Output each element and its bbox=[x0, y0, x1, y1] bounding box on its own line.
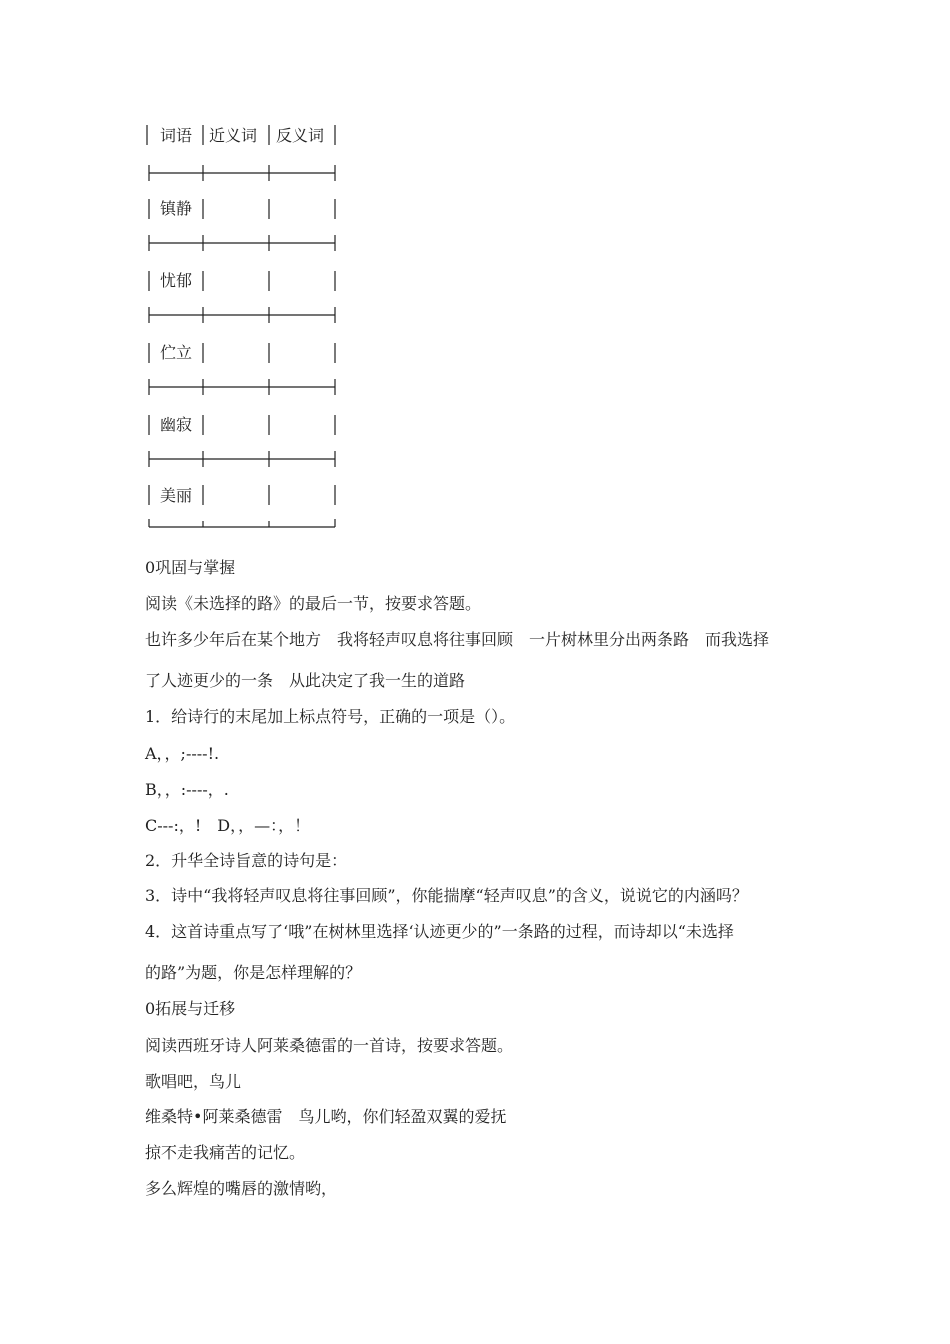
table-row-word: 伫立 bbox=[160, 343, 193, 362]
poem-line: 也许多少年后在某个地方 我将轻声叹息将往事回顾 一片树林里分出两条路 而我选择 bbox=[145, 630, 770, 649]
table-row-word: 幽寂 bbox=[160, 415, 193, 434]
reading-intro: 阅读西班牙诗人阿莱桑德雷的一首诗，按要求答题。 bbox=[145, 1036, 514, 1055]
table-row-word: 镇静 bbox=[160, 199, 193, 218]
table-header-synonym: 近义词 bbox=[209, 126, 258, 145]
question-1: 1．给诗行的末尾加上标点符号，正确的一项是（）。 bbox=[145, 707, 516, 726]
question-4-cont: 的路”为题，你是怎样理解的？ bbox=[145, 963, 362, 982]
section-title-consolidate: 0巩固与掌握 bbox=[145, 558, 236, 577]
table-row-word: 忧郁 bbox=[160, 271, 193, 290]
poem-line: 多么辉煌的嘴唇的激情哟， bbox=[145, 1179, 338, 1198]
section-title-extend: 0拓展与迁移 bbox=[145, 999, 236, 1018]
table-header-antonym: 反义词 bbox=[276, 126, 325, 145]
option-a: A，，;----!. bbox=[145, 744, 220, 763]
question-4: 4．这首诗重点写了‘哦”在树林里选择‘认迹更少的”一条路的过程，而诗却以“未选择 bbox=[145, 922, 734, 941]
poem-title: 歌唱吧，鸟儿 bbox=[145, 1072, 242, 1091]
table-header-word: 词语 bbox=[160, 126, 193, 145]
option-b: B，，:----，. bbox=[145, 780, 229, 799]
poem-line: 了人迹更少的一条 从此决定了我一生的道路 bbox=[145, 671, 466, 690]
question-2: 2．升华全诗旨意的诗句是： bbox=[145, 851, 348, 870]
poem-line: 掠不走我痛苦的记忆。 bbox=[145, 1143, 306, 1162]
option-c-d: C---:，! D，，—：，！ bbox=[145, 816, 311, 835]
question-3: 3．诗中“我将轻声叹息将往事回顾”，你能揣摩“轻声叹息”的含义，说说它的内涵吗？ bbox=[145, 886, 748, 905]
reading-intro: 阅读《未选择的路》的最后一节，按要求答题。 bbox=[145, 594, 482, 613]
poem-author-line: 维桑特•阿莱桑德雷 鸟儿哟，你们轻盈双翼的爱抚 bbox=[145, 1107, 507, 1126]
table-row-word: 美丽 bbox=[160, 486, 193, 505]
vocab-table-grid bbox=[145, 125, 345, 535]
